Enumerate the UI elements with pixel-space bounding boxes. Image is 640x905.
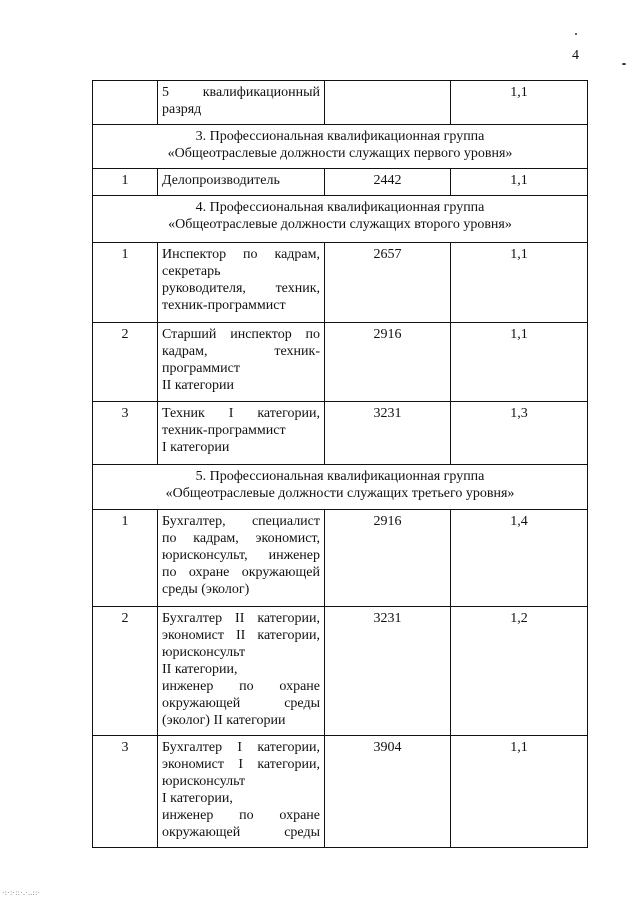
row-number: 1 xyxy=(93,510,158,607)
coefficient-cell: 1,1 xyxy=(451,323,588,402)
position-line: инженер по охране xyxy=(162,679,320,694)
table-row xyxy=(93,243,588,323)
position-line: руководителя, техник, xyxy=(162,281,320,296)
position-line: по кадрам, экономист, xyxy=(162,531,320,546)
position-line: разряд xyxy=(162,102,202,117)
coefficient-cell: 1,4 xyxy=(451,510,588,607)
row-number: 2 xyxy=(93,607,158,736)
group-header xyxy=(93,125,588,169)
position-cell xyxy=(158,736,325,848)
group-subtitle: «Общеотраслевые должности служащих первого уровня» xyxy=(167,146,513,161)
position-line: техник-программист xyxy=(162,423,286,438)
position-line: техник-программист xyxy=(162,298,286,313)
coefficient-cell: 1,2 xyxy=(451,607,588,736)
position-line: юрисконсульт xyxy=(162,645,246,660)
position-line: инженер по охране xyxy=(162,808,320,823)
group-title: 5. Профессиональная квалификационная группа xyxy=(195,469,485,484)
group-header-row xyxy=(93,196,588,243)
coefficient-cell: 1,1 xyxy=(451,169,588,196)
salary-cell xyxy=(325,81,451,125)
table-row xyxy=(93,402,588,465)
salary-table-body xyxy=(93,81,588,848)
position-cell xyxy=(158,402,325,465)
table-row xyxy=(93,736,588,848)
salary-cell: 3231 xyxy=(325,607,451,736)
row-number: 3 xyxy=(93,402,158,465)
coefficient-cell: 1,3 xyxy=(451,402,588,465)
position-line: юрисконсульт, инженер xyxy=(162,548,320,563)
salary-cell: 2916 xyxy=(325,510,451,607)
position-cell xyxy=(158,81,325,125)
group-title: 4. Профессиональная квалификационная группа xyxy=(195,200,485,215)
page-number: 4 xyxy=(572,48,579,63)
position-line: (эколог) II категории xyxy=(162,713,286,728)
position-line: секретарь xyxy=(162,264,221,279)
salary-cell: 3231 xyxy=(325,402,451,465)
salary-cell: 3904 xyxy=(325,736,451,848)
position-cell xyxy=(158,510,325,607)
position-line: I категории xyxy=(162,440,230,455)
position-line: окружающей среды xyxy=(162,696,320,711)
row-number: 1 xyxy=(93,169,158,196)
group-header-row xyxy=(93,465,588,510)
table-row xyxy=(93,81,588,125)
scan-speck xyxy=(622,63,626,65)
row-number: 1 xyxy=(93,243,158,323)
position-line: Бухгалтер, специалист xyxy=(162,514,320,529)
position-line: Делопроизводитель xyxy=(162,173,280,188)
position-line: программист xyxy=(162,361,240,376)
table-row xyxy=(93,607,588,736)
position-cell xyxy=(158,169,325,196)
coefficient-cell: 1,1 xyxy=(451,736,588,848)
group-header xyxy=(93,465,588,510)
position-line: экономист II категории, xyxy=(162,628,320,643)
position-line: II категории xyxy=(162,378,234,393)
group-subtitle: «Общеотраслевые должности служащих третьего уровня» xyxy=(165,486,515,501)
group-header xyxy=(93,196,588,243)
group-title: 3. Профессиональная квалификационная группа xyxy=(195,129,485,144)
position-line: по охране окружающей xyxy=(162,565,320,580)
table-row xyxy=(93,323,588,402)
salary-cell: 2657 xyxy=(325,243,451,323)
position-line: I категории, xyxy=(162,791,233,806)
position-line: 5 квалификационный xyxy=(162,85,320,100)
group-header-row xyxy=(93,125,588,169)
position-cell xyxy=(158,323,325,402)
position-line: экономист I категории, xyxy=(162,757,320,772)
row-number xyxy=(93,81,158,125)
position-line: окружающей среды xyxy=(162,825,320,840)
salary-cell: 2916 xyxy=(325,323,451,402)
scan-footer-mark: ·:·:·::·.·..::· xyxy=(2,889,41,897)
position-cell xyxy=(158,243,325,323)
position-line: среды (эколог) xyxy=(162,582,250,597)
group-subtitle: «Общеотраслевые должности служащих второго уровня» xyxy=(168,217,512,232)
row-number: 3 xyxy=(93,736,158,848)
position-line: II категории, xyxy=(162,662,238,677)
position-line: Старший инспектор по xyxy=(162,327,320,342)
position-line: кадрам, техник- xyxy=(162,344,320,359)
position-cell xyxy=(158,607,325,736)
position-line: юрисконсульт xyxy=(162,774,246,789)
table-row xyxy=(93,510,588,607)
salary-table xyxy=(92,80,588,848)
position-line: Бухгалтер II категории, xyxy=(162,611,320,626)
row-number: 2 xyxy=(93,323,158,402)
position-line: Бухгалтер I категории, xyxy=(162,740,320,755)
scan-speck xyxy=(575,33,577,35)
coefficient-cell: 1,1 xyxy=(451,81,588,125)
position-line: Техник I категории, xyxy=(162,406,320,421)
coefficient-cell: 1,1 xyxy=(451,243,588,323)
table-row xyxy=(93,169,588,196)
salary-cell: 2442 xyxy=(325,169,451,196)
position-line: Инспектор по кадрам, xyxy=(162,247,320,262)
